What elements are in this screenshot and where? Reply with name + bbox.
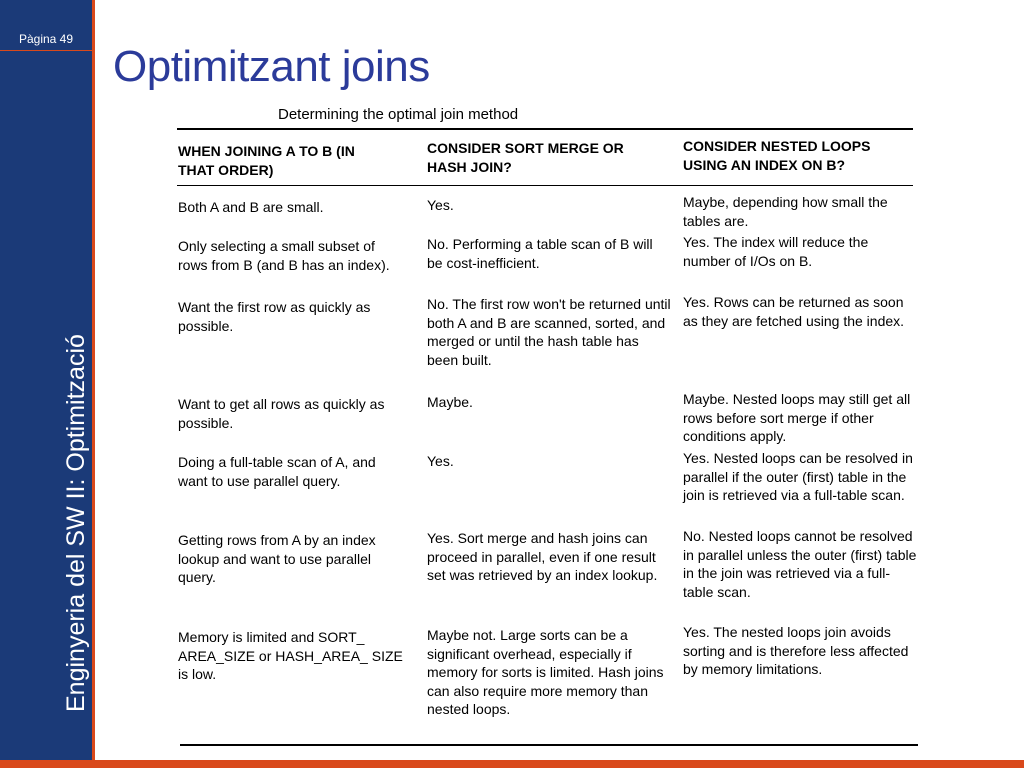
page-number: Pàgina 49 <box>18 32 74 46</box>
bottom-accent-line <box>0 760 1024 768</box>
sidebar-accent-line <box>92 0 95 768</box>
row-3-sort-merge: No. The first row won't be returned until both A and B are scanned, sorted, and merged or until the hash table has been built. <box>427 296 671 368</box>
row-2-nested-loops: Yes. The index will reduce the number of I/Os on B. <box>683 234 869 269</box>
row-7-when: Memory is limited and SORT_ AREA_SIZE or HASH_AREA_ SIZE is low. <box>178 629 403 682</box>
row-4-nested-loops: Maybe. Nested loops may still get all rows before sort merge if other conditions apply. <box>683 391 911 444</box>
table-caption: Determining the optimal join method <box>278 106 519 123</box>
page-number-underline <box>0 50 92 51</box>
row-5-sort-merge: Yes. <box>427 453 454 469</box>
header-nested-loops: CONSIDER NESTED LOOPS USING AN INDEX ON B? <box>683 138 871 173</box>
sidebar-course-title: Enginyeria del SW II: Optimització <box>62 334 90 712</box>
row-7-sort-merge: Maybe not. Large sorts can be a significant overhead, especially if memory for sorts is limited. Hash joins can also require more memory than nested loops. <box>427 627 664 717</box>
row-5-nested-loops: Yes. Nested loops can be resolved in parallel if the outer (first) table in the join is retrieved via a full-table scan. <box>683 450 913 503</box>
row-3-nested-loops: Yes. Rows can be returned as soon as they are fetched using the index. <box>683 294 905 329</box>
row-6-nested-loops: No. Nested loops cannot be resolved in parallel unless the outer (first) table in the join was retrieved via a full-table scan. <box>683 528 917 600</box>
row-4-sort-merge: Maybe. <box>427 394 473 410</box>
slide-title: Optimitzant joins <box>113 42 430 91</box>
row-2-when: Only selecting a small subset of rows from B (and B has an index). <box>178 238 390 273</box>
table-bottom-rule <box>180 744 918 746</box>
row-6-when: Getting rows from A by an index lookup and want to use parallel query. <box>178 532 376 585</box>
row-5-when: Doing a full-table scan of A, and want to use parallel query. <box>178 454 376 489</box>
table-top-rule <box>177 128 913 130</box>
row-7-nested-loops: Yes. The nested loops join avoids sorting and is therefore less affected by memory limitations. <box>683 624 909 677</box>
header-bottom-rule <box>177 185 913 186</box>
row-2-sort-merge: No. Performing a table scan of B will be cost-inefficient. <box>427 236 653 271</box>
row-3-when: Want the first row as quickly as possible. <box>178 299 371 334</box>
row-1-when: Both A and B are small. <box>178 199 324 215</box>
row-1-nested-loops: Maybe, depending how small the tables are. <box>683 194 888 229</box>
row-4-when: Want to get all rows as quickly as possible. <box>178 396 385 431</box>
header-sort-merge: CONSIDER SORT MERGE OR HASH JOIN? <box>427 140 624 175</box>
row-6-sort-merge: Yes. Sort merge and hash joins can proceed in parallel, even if one result set was retrieved by an index lookup. <box>427 530 658 583</box>
row-1-sort-merge: Yes. <box>427 197 454 213</box>
header-when-joining: WHEN JOINING A TO B (IN THAT ORDER) <box>178 143 355 178</box>
